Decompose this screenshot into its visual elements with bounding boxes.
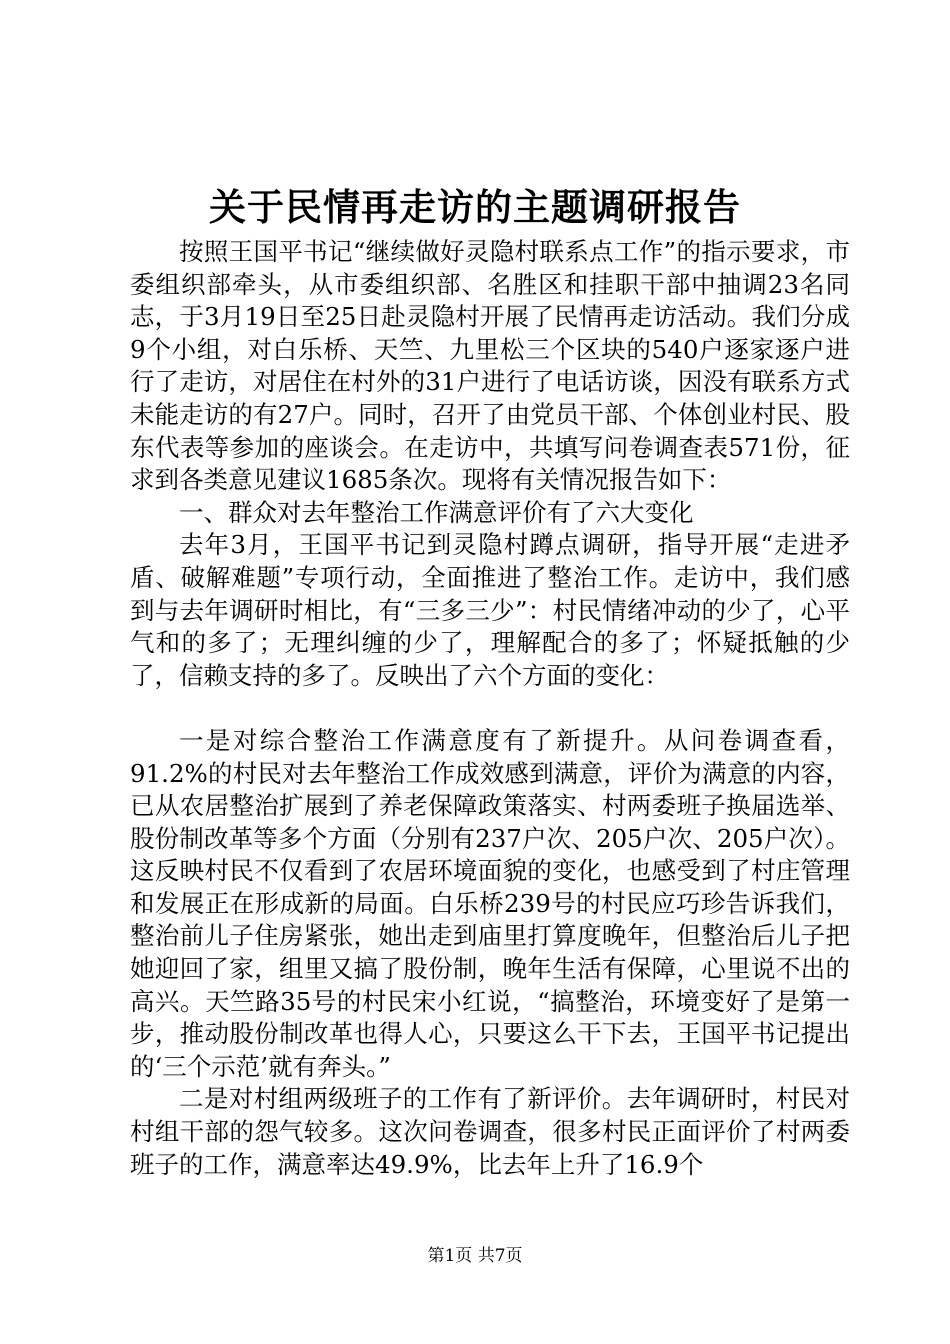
page-number: 第1页 共7页 (427, 1246, 523, 1266)
paragraph-background: 去年3月，王国平书记到灵隐村蹲点调研，指导开展“走进矛盾、破解难题”专项行动，全面推进了整治工作。走访中，我们感到与去年调研时相比，有“三多三少”：村民情绪冲动的少了，心平气和的多了；无理纠缠的少了，理解配合的多了；怀疑抵触的少了，信赖支持的多了。反映出了六个方面的变化： (130, 530, 850, 690)
section-heading-1: 一、群众对去年整治工作满意评价有了六大变化 (179, 497, 694, 527)
paragraph-intro: 按照王国平书记“继续做好灵隐村联系点工作”的指示要求，市委组织部牵头，从市委组织部、名胜区和挂职干部中抽调23名同志，于3月19日至25日赴灵隐村开展了民情再走访活动。我们分成9个小组，对白乐桥、天竺、九里松三个区块的540户逐家逐户进行了走访，对居住在村外的31户进行了电话访谈，因没有联系方式未能走访的有27户。同时，召开了由党员干部、个体创业村民、股东代表等参加的座谈会。在走访中，共填写问卷调查表571份，征求到各类意见建议1685条次。现将有关情况报告如下： (130, 237, 850, 495)
document-title: 关于民情再走访的主题调研报告 (209, 185, 741, 229)
paragraph-spacer (130, 692, 850, 725)
document-body (130, 236, 850, 1181)
paragraph-point-1: 一是对综合整治工作满意度有了新提升。从问卷调查看，91.2%的村民对去年整治工作成效感到满意，评价为满意的内容，已从农居整治扩展到了养老保障政策落实、村两委班子换届选举、股份制改革等多个方面（分别有237户次、205户次、205户次）。这反映村民不仅看到了农居环境面貌的变化，也感受到了村庄管理和发展正在形成新的局面。白乐桥239号的村民应巧珍告诉我们，整治前儿子住房紧张，她出走到庙里打算度晚年，但整治后儿子把她迎回了家，组里又搞了股份制，晚年生活有保障，心里说不出的高兴。天竺路35号的村民宋小红说，“搞整治，环境变好了是第一步，推动股份制改革也得人心，只要这么干下去，王国平书记提出的‘三个示范’就有奔头。” (130, 725, 850, 1081)
paragraph-point-2: 二是对村组两级班子的工作有了新评价。去年调研时，村民对村组干部的怨气较多。这次问卷调查，很多村民正面评价了村两委班子的工作，满意率达49.9%，比去年上升了16.9个 (130, 1084, 850, 1179)
